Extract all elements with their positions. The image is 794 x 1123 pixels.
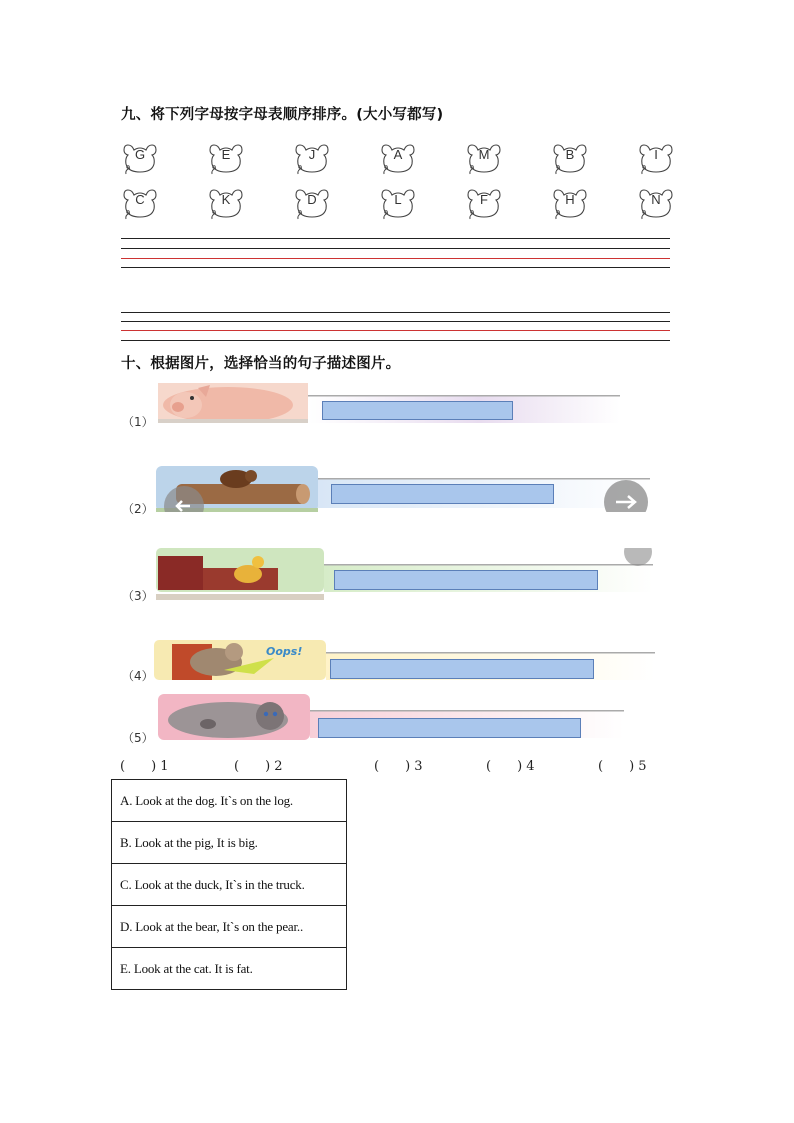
answer-slot-5[interactable]: ( ) 5 — [598, 759, 647, 774]
section-10-title: 十、根据图片，选择恰当的句子描述图片。 — [121, 356, 401, 372]
table-row — [112, 822, 347, 864]
options-table — [111, 779, 347, 990]
option-b: B. Look at the pig, It is big. — [112, 822, 347, 864]
option-e: E. Look at the cat. It is fat. — [112, 948, 347, 990]
mouse-letter-card — [380, 141, 416, 175]
letter: K — [221, 192, 231, 207]
letter: L — [394, 192, 402, 207]
mouse-letter-card — [380, 186, 416, 220]
answer-box-4 — [330, 659, 594, 679]
letter: C — [135, 192, 145, 207]
option-a: A. Look at the dog. It`s on the log. — [112, 780, 347, 822]
answer-box-1 — [322, 401, 513, 420]
mouse-letter-card — [552, 186, 588, 220]
mouse-letter-card — [466, 186, 502, 220]
option-c: C. Look at the duck, It`s in the truck. — [112, 864, 347, 906]
letter: I — [654, 147, 658, 162]
letter: N — [651, 192, 661, 207]
letter: A — [393, 147, 403, 162]
picture-number-3: （3） — [122, 589, 154, 603]
mouse-letter-card — [208, 186, 244, 220]
answer-slot-4[interactable]: ( ) 4 — [486, 759, 535, 774]
answer-slot-1[interactable]: ( ) 1 — [120, 759, 169, 774]
mouse-letter-card — [122, 141, 158, 175]
picture-number-2: （2） — [122, 502, 154, 516]
letter: D — [307, 192, 317, 207]
letter: J — [308, 147, 316, 162]
answer-box-5 — [318, 718, 581, 738]
mouse-letter-card — [466, 141, 502, 175]
letter: G — [134, 147, 146, 162]
section-9-title: 九、将下列字母按字母表顺序排序。(大小写都写) — [121, 107, 444, 123]
mouse-letter-card — [294, 141, 330, 175]
option-d: D. Look at the bear, It`s on the pear.. — [112, 906, 347, 948]
answer-box-3 — [334, 570, 598, 590]
answer-slot-2[interactable]: ( ) 2 — [234, 759, 283, 774]
table-row — [112, 906, 347, 948]
letter: M — [478, 147, 490, 162]
letter: B — [565, 147, 575, 162]
answer-slot-3[interactable]: ( ) 3 — [374, 759, 423, 774]
answer-box-2 — [331, 484, 554, 504]
oops-caption: Oops! — [266, 645, 303, 658]
picture-number-1: （1） — [122, 415, 154, 429]
picture-number-5: （5） — [122, 731, 154, 745]
picture-number-4: （4） — [122, 669, 154, 683]
mouse-letter-card — [122, 186, 158, 220]
table-row — [112, 780, 347, 822]
table-row — [112, 948, 347, 990]
letter: E — [221, 147, 231, 162]
table-row — [112, 864, 347, 906]
mouse-letter-card — [552, 141, 588, 175]
mouse-letter-card — [208, 141, 244, 175]
mouse-letter-card — [638, 186, 674, 220]
mouse-letter-card — [294, 186, 330, 220]
letter: F — [480, 192, 488, 207]
mouse-letter-card — [638, 141, 674, 175]
letter: H — [565, 192, 575, 207]
